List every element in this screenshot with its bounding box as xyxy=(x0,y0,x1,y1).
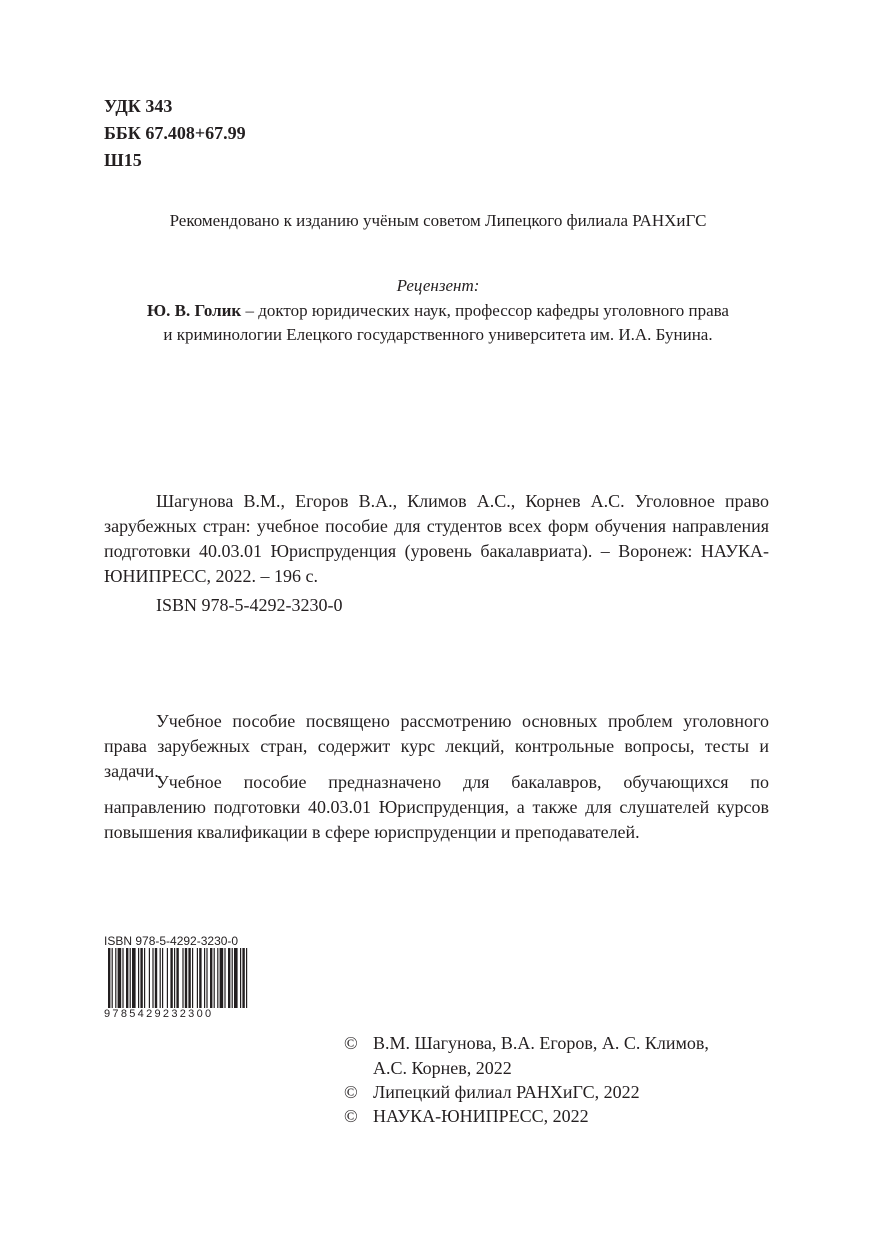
barcode-bar xyxy=(115,948,116,1010)
barcode-bar xyxy=(185,948,187,1010)
copyright-publisher-text: НАУКА-ЮНИПРЕСС, 2022 xyxy=(373,1106,589,1126)
barcode-label: ISBN 978-5-4292-3230-0 xyxy=(104,934,239,948)
recommendation-text: Рекомендовано к изданию учёным советом Липецкого филиала РАНХиГС xyxy=(169,211,707,230)
barcode-bar xyxy=(204,948,205,1010)
annotation-paragraph-1: Учебное пособие посвящено рассмотрению основных проблем уголовного права зарубежных стран, содержит курс лекций, контрольные вопросы, тесты и задачи. xyxy=(104,711,769,781)
barcode-bar xyxy=(174,948,175,1010)
reviewer-title: Рецензент: xyxy=(396,276,480,295)
barcode-bar xyxy=(152,948,153,1010)
barcode-bar xyxy=(214,948,215,1010)
barcode-bar xyxy=(170,948,172,1010)
copyright-authors-text: В.М. Шагунова, В.А. Егоров, А. С. Климов, xyxy=(373,1033,709,1053)
barcode-bar xyxy=(234,948,238,1010)
reviewer-credentials: – доктор юридических наук, профессор кафедры уголовного права xyxy=(241,301,729,320)
barcode-bar xyxy=(206,948,207,1010)
copyright-symbol: © xyxy=(344,1033,358,1053)
classification-codes xyxy=(104,93,246,174)
barcode-bar xyxy=(217,948,218,1010)
barcode-bar xyxy=(240,948,241,1010)
barcode-bar xyxy=(228,948,230,1010)
barcode-bar xyxy=(167,948,168,1010)
barcode-bar xyxy=(126,948,128,1010)
barcode-bar xyxy=(199,948,201,1010)
barcode-bar xyxy=(224,948,225,1010)
isbn-text: ISBN 978-5-4292-3230-0 xyxy=(156,595,343,615)
author-mark: Ш15 xyxy=(104,150,142,170)
barcode-bar xyxy=(122,948,123,1010)
barcode-bar xyxy=(132,948,136,1010)
annotation-paragraph-2: Учебное пособие предназначено для бакалавров, обучающихся по направлению подготовки 40.03.01 Юриспруденция, а также для слушателей курсов повышения квалификации в сфере юриспруденции и преподавателей. xyxy=(104,772,769,842)
udk-code: УДК 343 xyxy=(104,96,173,116)
barcode-bar xyxy=(220,948,224,1010)
barcode-bar xyxy=(130,948,131,1010)
barcode-bar xyxy=(242,948,244,1010)
copyright-publisher xyxy=(344,1104,589,1129)
reviewer-line-1 xyxy=(0,301,876,321)
barcode-bar xyxy=(182,948,183,1010)
reviewer-line-2: и криминологии Елецкого государственного университета им. И.А. Бунина. xyxy=(163,325,713,344)
barcode-bar xyxy=(192,948,193,1010)
copyright-authors xyxy=(344,1031,709,1056)
barcode-bar xyxy=(155,948,157,1010)
barcode-digits: 9785429232300 xyxy=(104,1008,252,1020)
barcode-bar xyxy=(188,948,190,1010)
barcode-bar xyxy=(140,948,142,1010)
barcode-bar xyxy=(118,948,122,1010)
bibliographic-citation: Шагунова В.М., Егоров В.А., Климов А.С., Корнев А.С. Уголовное право зарубежных стран: учебное пособие для студентов всех форм обучения направления подготовки 40.03.01 Юриспруденция (уровень бакалавриата). – Воронеж: НАУКА-ЮНИПРЕСС, 2022. – 196 с. xyxy=(104,491,769,586)
barcode-bar xyxy=(144,948,145,1010)
barcode-bar xyxy=(160,948,161,1010)
barcode-bar xyxy=(232,948,233,1010)
bbk-code: ББК 67.408+67.99 xyxy=(104,123,246,143)
barcode-bar xyxy=(162,948,163,1010)
barcode-bar xyxy=(210,948,212,1010)
copyright-symbol: © xyxy=(344,1082,358,1102)
barcode-bar xyxy=(138,948,139,1010)
barcode-bar xyxy=(197,948,198,1010)
copyright-symbol: © xyxy=(344,1106,358,1126)
barcode-bar xyxy=(149,948,150,1010)
copyright-branch-text: Липецкий филиал РАНХиГС, 2022 xyxy=(373,1082,640,1102)
copyright-authors-continued: А.С. Корнев, 2022 xyxy=(373,1058,512,1078)
reviewer-name: Ю. В. Голик xyxy=(147,301,242,320)
copyright-branch xyxy=(344,1080,640,1105)
